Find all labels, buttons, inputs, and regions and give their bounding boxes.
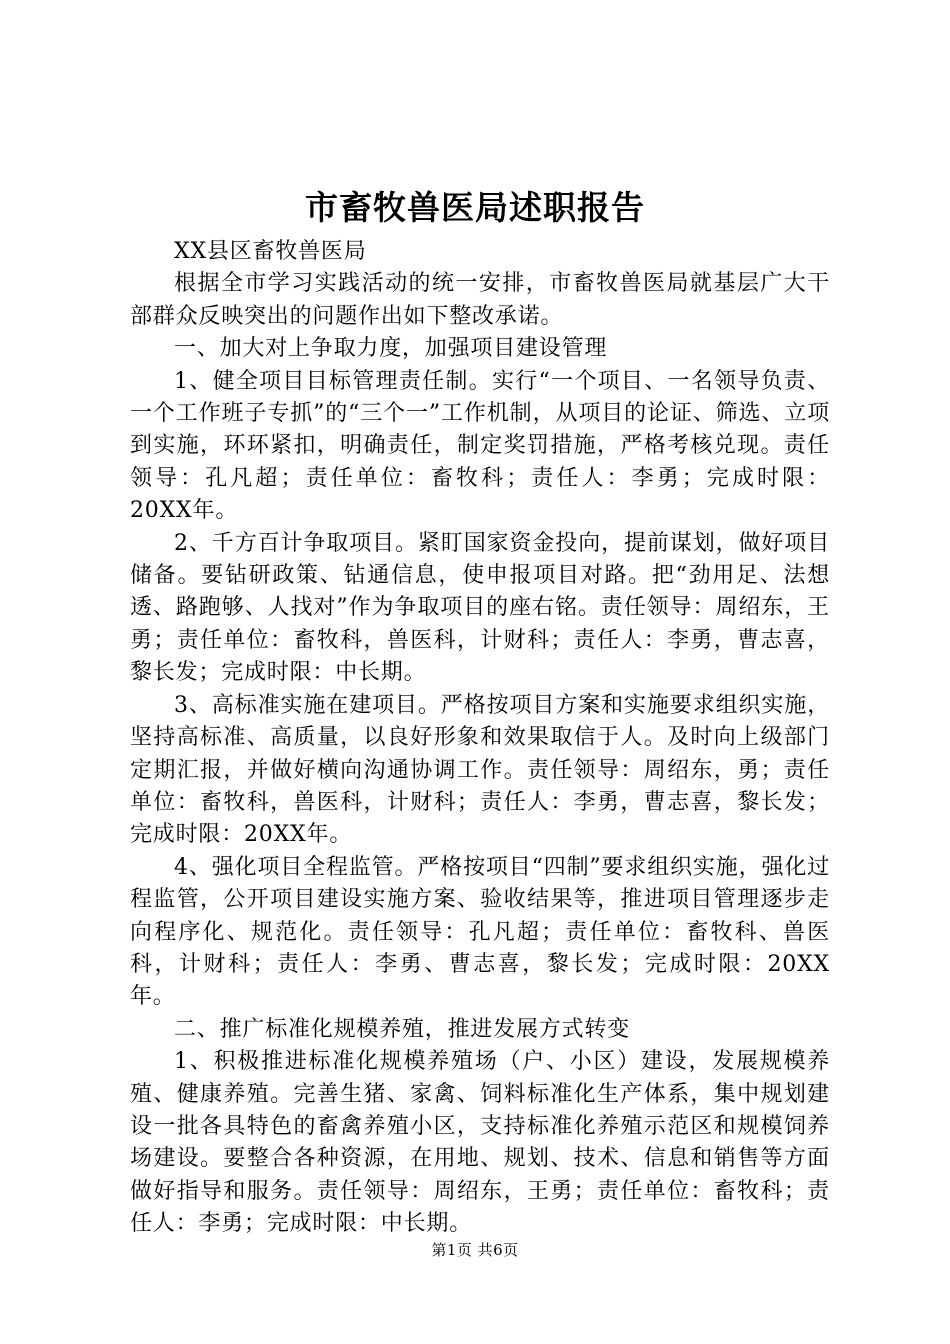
section-heading-1: 一、加大对上争取力度，加强项目建设管理 — [174, 336, 608, 362]
page-number-footer: 第1页 共6页 — [431, 1241, 519, 1259]
paragraph-item-1-3: 3、高标准实施在建项目。严格按项目方案和实施要求组织实施，坚持高标准、高质量，以良好形象和效果取信于人。及时向上级部门定期汇报，并做好横向沟通协调工作。责任领导：周绍东，勇；责任单位：畜牧科，兽医科，计财科；责任人：李勇，曹志喜，黎长发；完成时限：20XX年。 — [130, 692, 830, 848]
paragraph-organization: XX县区畜牧兽医局 — [174, 239, 367, 264]
section-heading-2: 二、推广标准化规模养殖，推进发展方式转变 — [174, 1016, 631, 1042]
paragraph-item-1-1: 1、健全项目目标管理责任制。实行“一个项目、一名领导负责、一个工作班子专抓”的“三个一”工作机制，从项目的论证、筛选、立项到实施，环环紧扣，明确责任，制定奖罚措施，严格考核兑现。责任领导：孔凡超；责任单位：畜牧科；责任人：李勇；完成时限：20XX年。 — [130, 368, 830, 524]
document-title: 市畜牧兽医局述职报告 — [305, 188, 645, 227]
paragraph-item-2-1: 1、积极推进标准化规模养殖场（户、小区）建设，发展规模养殖、健康养殖。完善生猪、家禽、饲料标准化生产体系，集中规划建设一批各具特色的畜禽养殖小区，支持标准化养殖示范区和规模饲养场建设。要整合各种资源，在用地、规划、技术、信息和销售等方面做好指导和服务。责任领导：周绍东，王勇；责任单位：畜牧科；责任人：李勇；完成时限：中长期。 — [130, 1049, 830, 1237]
paragraph-item-1-2: 2、千方百计争取项目。紧盯国家资金投向，提前谋划，做好项目储备。要钻研政策、钻通信息，使申报项目对路。把“劲用足、法想透、路跑够、人找对”作为争取项目的座右铭。责任领导：周绍东，王勇；责任单位：畜牧科，兽医科，计财科；责任人：李勇，曹志喜，黎长发；完成时限：中长期。 — [130, 530, 830, 686]
paragraph-item-1-4: 4、强化项目全程监管。严格按项目“四制”要求组织实施，强化过程监管，公开项目建设实施方案、验收结果等，推进项目管理逐步走向程序化、规范化。责任领导：孔凡超；责任单位：畜牧科、兽医科，计财科；责任人：李勇、曹志喜，黎长发；完成时限：20XX年。 — [130, 854, 830, 1010]
document-body — [130, 236, 830, 1241]
paragraph-intro: 根据全市学习实践活动的统一安排，市畜牧兽医局就基层广大干部群众反映突出的问题作出如下整改承诺。 — [130, 271, 830, 329]
